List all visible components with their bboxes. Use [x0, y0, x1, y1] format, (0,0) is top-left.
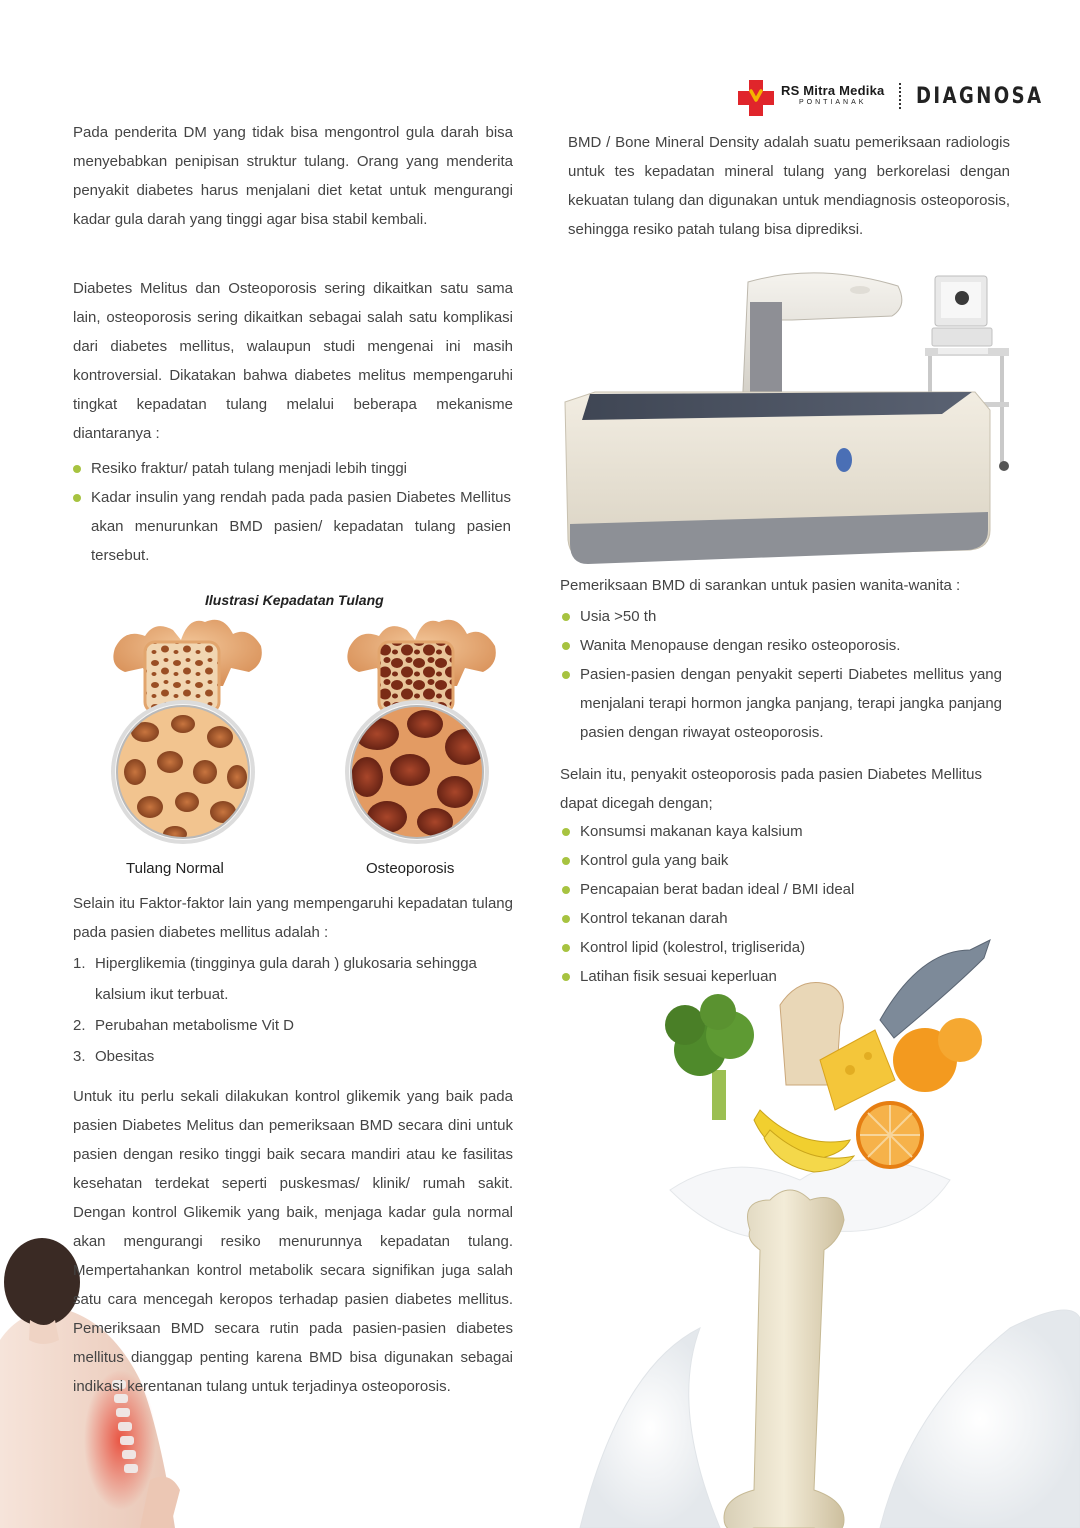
- bmd-definition-paragraph: BMD / Bone Mineral Density adalah suatu pemeriksaan radiologis untuk tes kepadatan mineral tulang yang berkorelasi dengan kekuatan tulang dan digunakan untuk mendiagnosis osteoporosis, sehingga resiko patah tulang bisa diprediksi.: [568, 134, 1010, 238]
- normal-bone-magnified-icon: [111, 700, 255, 844]
- list-item: Kadar insulin yang rendah pada pada pasien Diabetes Mellitus akan menurunkan BMD pasien/ kepadatan tulang pasien tersebut.: [73, 483, 511, 570]
- other-factors-paragraph: Selain itu Faktor-faktor lain yang mempengaruhi kepadatan tulang pada pasien diabetes mellitus adalah :: [73, 895, 513, 941]
- list-item: Resiko fraktur/ patah tulang menjadi lebih tinggi: [73, 454, 511, 483]
- mechanism-list: [73, 454, 511, 570]
- factors-list: [73, 948, 513, 1072]
- section-title: DIAGNOSA: [916, 84, 1044, 109]
- hospital-city: PONTIANAK: [798, 99, 867, 106]
- intro-paragraph: Pada penderita DM yang tidak bisa mengontrol gula darah bisa menyebabkan penipisan struktur tulang. Orang yang menderita penyakit diabetes harus menjalani diet ketat untuk mengurangi kadar gula darah yang tinggi agar bisa stabil kembali.: [73, 124, 513, 228]
- list-item: Kontrol gula yang baik: [562, 846, 1002, 875]
- hospital-name: RS Mitra Medika: [781, 83, 885, 98]
- label-osteoporosis: Osteoporosis: [366, 860, 455, 877]
- list-item: Pasien-pasien dengan penyakit seperti Diabetes mellitus yang menjalani terapi hormon jangka panjang, terapi jangka panjang pasien dengan riwayat osteoporosis.: [562, 660, 1002, 747]
- list-item: Konsumsi makanan kaya kalsium: [562, 817, 1002, 846]
- list-item: Kontrol lipid (kolestrol, trigliserida): [562, 933, 1002, 962]
- bmd-scanner-machine-icon: [560, 262, 1020, 567]
- bone-density-illustration: [105, 612, 525, 860]
- illustration-title: Ilustrasi Kepadatan Tulang: [205, 592, 384, 608]
- list-item: Wanita Menopause dengan resiko osteoporosis.: [562, 631, 1002, 660]
- dm-osteoporosis-paragraph: Diabetes Melitus dan Osteoporosis sering dikaitkan satu sama lain, osteoporosis sering dikaitkan sebagai salah satu komplikasi dari diabetes mellitus, walaupun studi mengenai ini masih kontroversial. Dikatakan bahwa diabetes melitus mempengaruhi tingkat kepadatan tulang melalui beberapa mekanisme diantaranya :: [73, 280, 513, 442]
- label-normal-bone: Tulang Normal: [126, 860, 224, 877]
- broccoli-icon: [665, 994, 754, 1120]
- page-header: [736, 78, 1044, 118]
- list-item: 2. Perubahan metabolisme Vit D: [73, 1017, 294, 1034]
- osteoporosis-bone-magnified-icon: [345, 700, 489, 844]
- osteoporosis-vertebra-icon: [347, 620, 495, 712]
- list-item: Pencapaian berat badan ideal / BMI ideal: [562, 875, 1002, 904]
- list-item: 1. Hiperglikemia (tingginya gula darah ) glukosaria sehingga kalsium ikut terbuat.: [73, 955, 477, 1003]
- recommended-patients-list: [562, 602, 1002, 747]
- calcium-food-bone-illustration: [550, 930, 1080, 1528]
- glycemic-control-paragraph: Untuk itu perlu sekali dilakukan kontrol glikemik yang baik pada pasien Diabetes Melitus dan pemeriksaan BMD secara dini untuk pasien dengan resiko tinggi baik secara mandiri atau ke fasilitas kesehatan terdekat seperti puskesmas/ klinik/ rumah sakit. Dengan kontrol Glikemik yang baik, menjaga kadar gula normal akan mengurangi resiko menurunnya kepadatan tulang. Mempertahankan kontrol metabolik secara signifikan juga salah satu cara mencegah keropos terhadap pasien diabetes mellitus. Pemeriksaan BMD secara rutin pada pasien-pasien diabetes mellitus dianggap penting karena BMD bisa digunakan sebagai indikasi kerentanan tulang untuk terjadinya osteoporosis.: [73, 1088, 513, 1395]
- list-item: Latihan fisik sesuai keperluan: [562, 962, 1002, 991]
- prevention-paragraph: Selain itu, penyakit osteoporosis pada pasien Diabetes Mellitus dapat dicegah dengan;: [560, 766, 982, 812]
- header-divider: [899, 83, 901, 109]
- list-item: Kontrol tekanan darah: [562, 904, 1002, 933]
- list-item: 3. Obesitas: [73, 1048, 155, 1065]
- bmd-recommendation-paragraph: Pemeriksaan BMD di sarankan untuk pasien wanita-wanita :: [560, 577, 961, 594]
- hospital-cross-logo-icon: [736, 78, 776, 118]
- list-item: Usia >50 th: [562, 602, 1002, 631]
- hospital-logo-text: [781, 83, 884, 106]
- normal-vertebra-icon: [113, 620, 261, 712]
- prevention-list: [562, 817, 1002, 991]
